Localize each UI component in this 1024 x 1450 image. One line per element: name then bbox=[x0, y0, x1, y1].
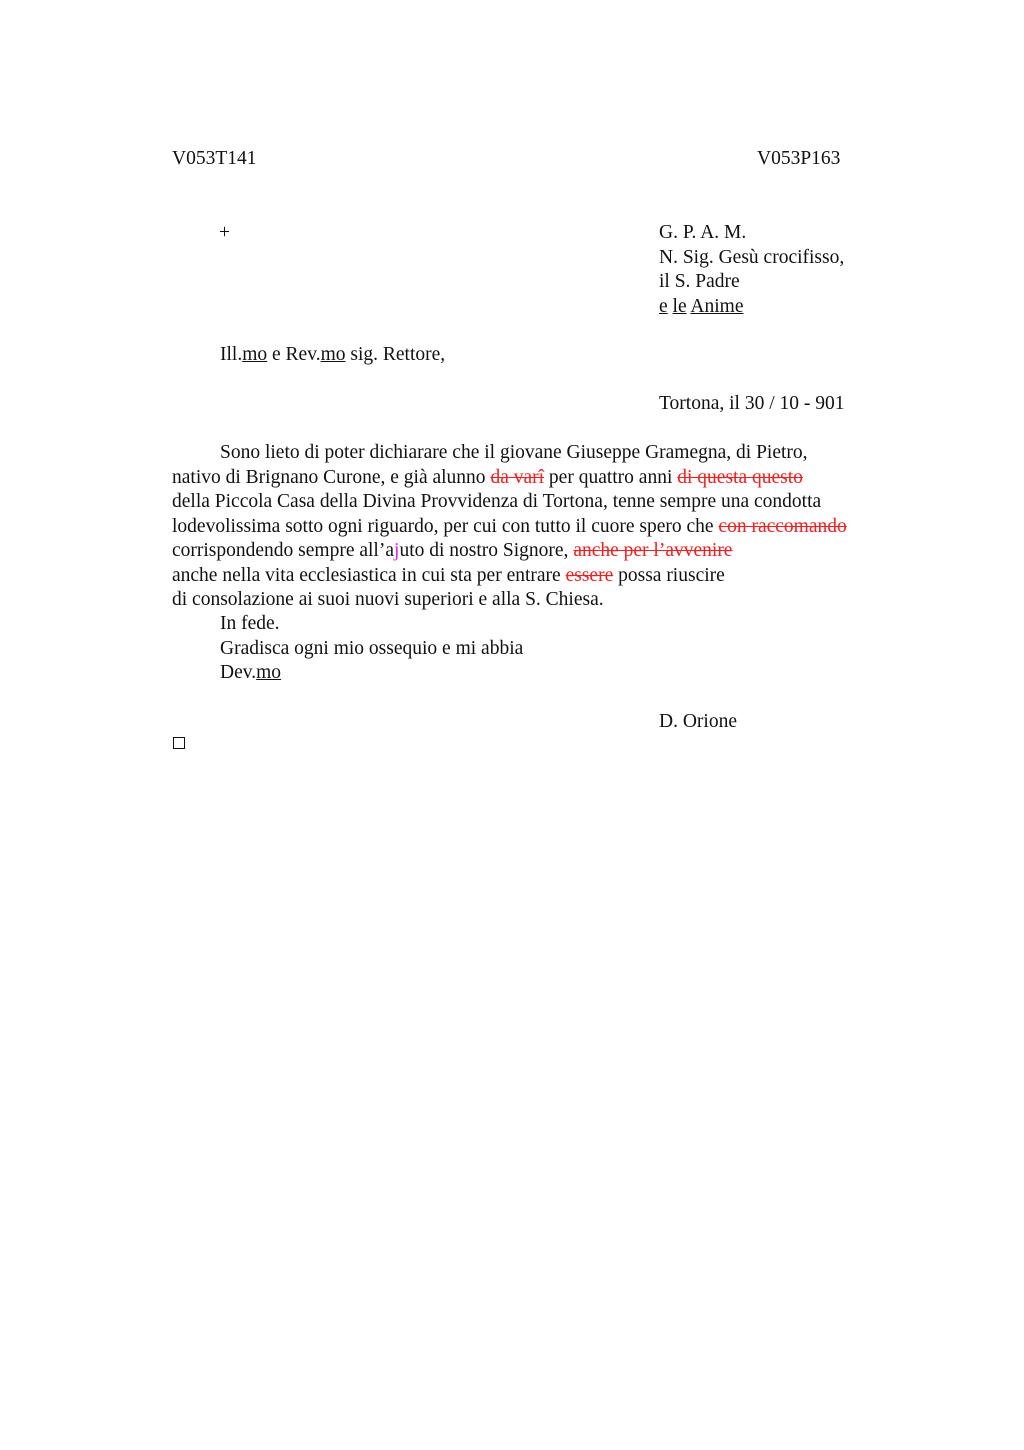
motto-block bbox=[659, 221, 844, 319]
salutation-ill: Ill. bbox=[220, 344, 243, 365]
salutation-rest: sig. Rettore, bbox=[345, 344, 446, 365]
cross-symbol: + bbox=[219, 222, 230, 243]
signature: D. Orione bbox=[659, 711, 737, 732]
body-line-6 bbox=[172, 564, 847, 589]
closing-block bbox=[220, 612, 523, 686]
body-line-2 bbox=[172, 466, 847, 491]
motto-anime: Anime bbox=[690, 295, 744, 317]
motto-e: e bbox=[659, 295, 668, 317]
deleted-text: con raccomando bbox=[718, 515, 847, 537]
body-text: per quattro anni bbox=[544, 466, 678, 488]
salutation-ill-sup: mo bbox=[242, 344, 268, 365]
deleted-text: di questa questo bbox=[677, 466, 803, 488]
closing-in-fede: In fede. bbox=[220, 613, 280, 634]
closing-gradisca: Gradisca ogni mio ossequio e mi abbia bbox=[220, 637, 524, 659]
motto-line-1: G. P. A. M. bbox=[659, 222, 747, 243]
body-line-4 bbox=[172, 515, 847, 540]
end-marker-box bbox=[173, 737, 185, 749]
motto-line-4 bbox=[659, 295, 844, 320]
salutation bbox=[220, 343, 445, 368]
body-text: lodevolissima sotto ogni riguardo, per cui con tutto il cuore spero che bbox=[172, 515, 719, 537]
document-code-right: V053P163 bbox=[757, 148, 841, 169]
motto-line-3: il S. Padre bbox=[659, 271, 740, 292]
deleted-text: anche per l’avvenire bbox=[573, 540, 733, 561]
deleted-text: essere bbox=[565, 564, 614, 586]
closing-dev-text: Dev. bbox=[220, 662, 257, 683]
body-text: nativo di Brignano Curone, e già alunno bbox=[172, 466, 491, 488]
motto-le: le bbox=[672, 295, 687, 317]
body-text: uto di nostro Signore, bbox=[399, 540, 574, 561]
document-code-left: V053T141 bbox=[172, 148, 257, 169]
body-paragraph bbox=[172, 441, 847, 613]
deleted-text: da varî bbox=[490, 466, 545, 488]
salutation-rev-sup: mo bbox=[320, 344, 346, 365]
body-line-7: di consolazione ai suoi nuovi superiori e alla S. Chiesa. bbox=[172, 589, 604, 610]
closing-dev-sup: mo bbox=[256, 662, 282, 683]
body-line-1: Sono lieto di poter dichiarare che il giovane Giuseppe Gramegna, di Pietro, bbox=[220, 442, 808, 463]
body-text: anche nella vita ecclesiastica in cui sta per entrare bbox=[172, 564, 566, 586]
body-text: corrispondendo sempre all’a bbox=[172, 540, 395, 561]
closing-dev bbox=[220, 661, 523, 686]
motto-line-2: N. Sig. Gesù crocifisso, bbox=[659, 246, 845, 268]
body-line-3: della Piccola Casa della Divina Provvidenza di Tortona, tenne sempre una condotta bbox=[172, 491, 822, 512]
date-line: Tortona, il 30 / 10 - 901 bbox=[659, 393, 845, 414]
body-text: possa riuscire bbox=[613, 564, 725, 586]
body-line-5 bbox=[172, 539, 847, 564]
inserted-text: j bbox=[394, 540, 400, 561]
salutation-rev: e Rev. bbox=[267, 344, 321, 365]
